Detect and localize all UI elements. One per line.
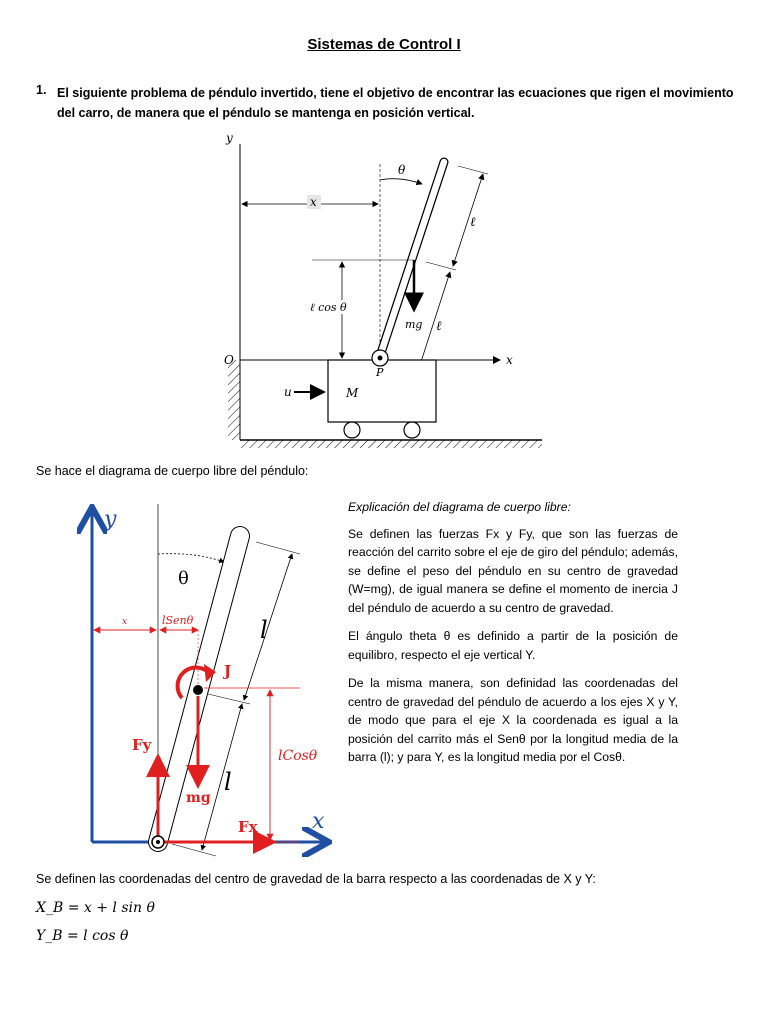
cart-wheel-left: [344, 422, 360, 438]
origin-label: O: [224, 353, 234, 367]
explanation-paragraph-angle: El ángulo theta θ es definido a partir de la posición de equilibro, respecto el eje vertical Y.: [348, 629, 678, 662]
fbd-length-top-dimension: [244, 554, 292, 700]
cart-wheel-right: [404, 422, 420, 438]
fbd-length-bottom-dimension: [202, 704, 242, 850]
pivot-label: P: [376, 366, 384, 379]
fbd-center-of-gravity: [193, 685, 203, 695]
fbd-lsen-label: lSenθ: [162, 614, 194, 627]
fbd-intro-text: Se hace el diagrama de cuerpo libre del péndulo:: [36, 464, 309, 478]
input-force-label: u: [284, 385, 292, 399]
fbd-theta-arc: [158, 554, 224, 562]
coordinates-intro-text: Se definen las coordenadas del centro de gravedad de la barra respecto a las coordenadas de X y Y:: [36, 872, 596, 886]
equation-xb: X_B = x + l sin θ: [36, 900, 155, 916]
ground-hatch: [240, 440, 542, 448]
length-top-dimension: [453, 174, 483, 266]
length-bottom-label: ℓ: [436, 319, 442, 334]
theta-label: θ: [398, 163, 406, 177]
problem-number: 1.: [36, 83, 47, 97]
fbd-fy-label: Fy: [132, 736, 152, 754]
mass-label: M: [346, 386, 359, 400]
length-top-label: ℓ: [470, 215, 476, 230]
free-body-diagram: [60, 496, 350, 862]
fbd-length-bottom-label: l: [224, 768, 232, 796]
document-title: Sistemas de Control I: [307, 36, 461, 53]
lcos-label: ℓ cos θ: [310, 301, 347, 314]
explanation-heading: Explicación del diagrama de cuerpo libre:: [348, 500, 571, 514]
cart-position-label: x: [310, 195, 317, 209]
fbd-moment-label: J: [224, 662, 232, 680]
explanation-paragraph-forces: Se definen las fuerzas Fx y Fy, que son las fuerzas de reacción del carrito sobre el eje de giro del péndulo; además, se define el peso del péndulo en su centro de gravedad (W=mg), de igual manera se define el momento de inercia J del péndulo de acuerdo a su centro de gravedad.: [348, 526, 678, 615]
length-bottom-dimension: [419, 272, 450, 368]
wall-hatch: [228, 360, 240, 440]
equation-yb: Y_B = l cos θ: [36, 928, 129, 944]
fbd-lcos-label: lCosθ: [278, 748, 318, 764]
inverted-pendulum-figure: [200, 124, 560, 454]
y-axis-label: y: [226, 131, 233, 145]
fbd-length-top-label: l: [260, 616, 268, 644]
fbd-weight-label: mg: [186, 790, 211, 806]
fbd-theta-label: θ: [178, 568, 189, 589]
fbd-y-label: y: [104, 507, 117, 532]
x-axis-label: x: [506, 353, 513, 367]
weight-label: mg: [405, 318, 423, 331]
fbd-x-label: x: [312, 809, 325, 834]
fbd-x-dimension-label: x: [122, 617, 128, 627]
explanation-paragraph-coordinates: De la misma manera, son definidad las coordenadas del centro de gravedad del péndulo de acuerdo a los ejes X y Y, de modo que para el eje X la coordenada es igual a la posición del carrito más el Senθ por la longitud media de la barra (l); y para Y, es la longitud media por el Cosθ.: [348, 676, 678, 764]
fbd-fx-label: Fx: [238, 818, 258, 836]
theta-arc: [380, 179, 422, 184]
problem-statement: El siguiente problema de péndulo invertido, tiene el objetivo de encontrar las ecuaciones que rigen el movimiento del carro, de manera que el péndulo se mantenga en posición vertical.: [57, 86, 734, 120]
fbd-explanation: [348, 498, 678, 777]
